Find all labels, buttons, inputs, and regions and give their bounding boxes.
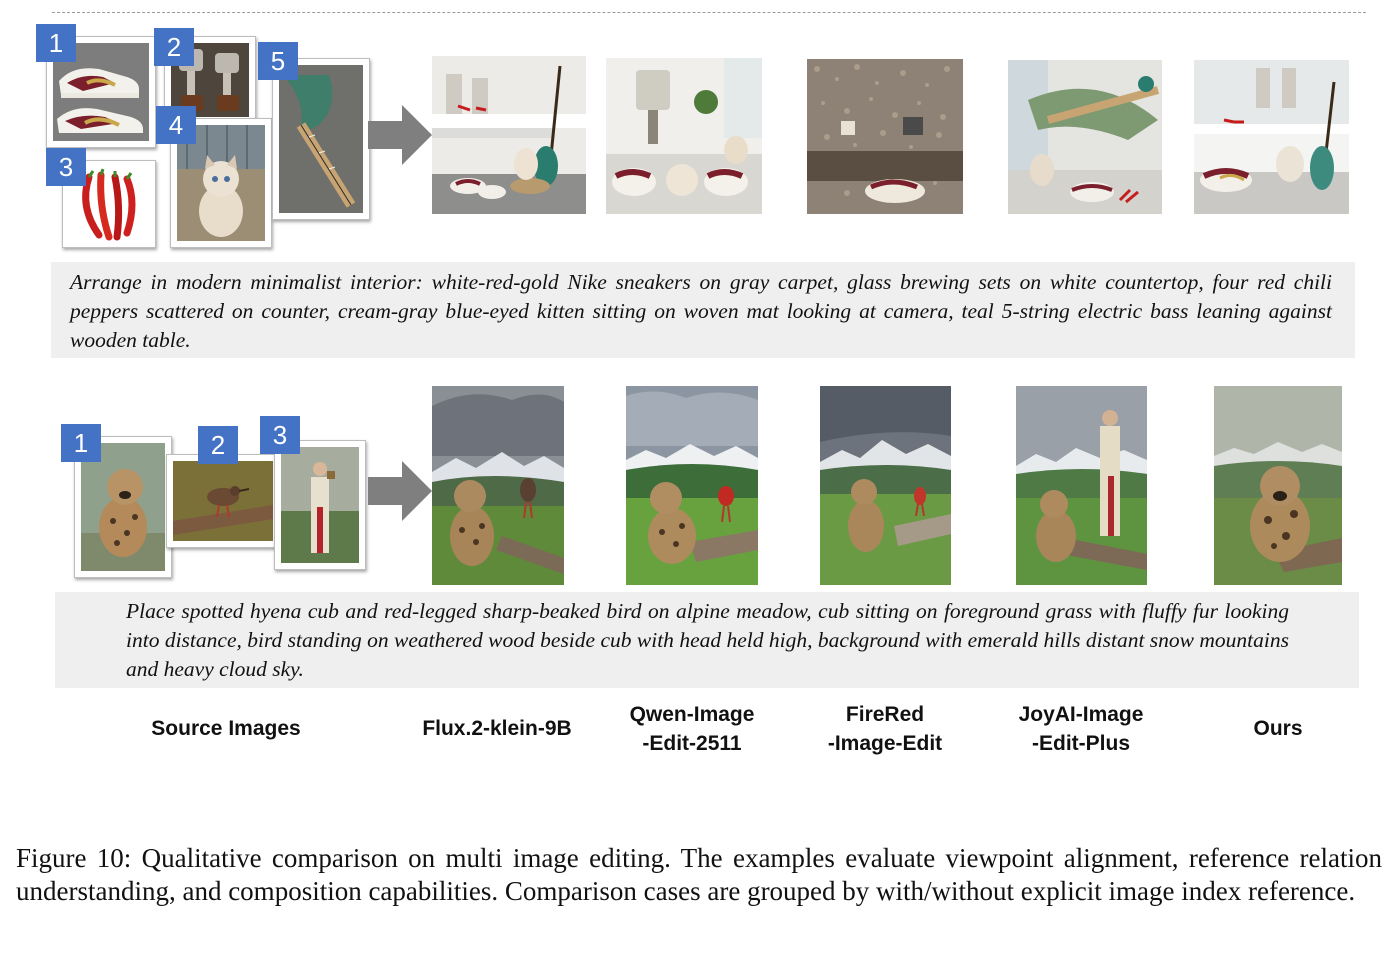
source-image-bass-guitar	[272, 58, 370, 220]
source-index-badge: 3	[260, 416, 300, 454]
column-label-joyai	[981, 700, 1181, 758]
top-dashed-divider	[52, 12, 1366, 13]
source-index-badge: 2	[154, 28, 194, 66]
result-image-flux-row1	[432, 56, 586, 214]
column-label-qwen	[592, 700, 792, 758]
column-label-line: FireRed	[845, 703, 925, 726]
result-image-joyai-row2	[1016, 386, 1147, 585]
source-index-badge: 1	[36, 24, 76, 62]
source-index-badge: 3	[46, 148, 86, 186]
column-label-flux	[397, 714, 597, 743]
result-image-qwen-row2	[626, 386, 758, 585]
result-image-qwen-row1	[606, 58, 762, 214]
column-label-line: Qwen-Image	[629, 703, 755, 726]
column-label-line: JoyAI-Image	[1018, 703, 1144, 726]
source-index-badge: 2	[198, 426, 238, 464]
source-image-woman	[274, 440, 366, 570]
column-label-line: -Image-Edit	[827, 732, 943, 755]
column-label-text: Flux.2-klein-9B	[422, 717, 572, 740]
column-label-text: Source Images	[151, 717, 301, 740]
column-label-line: -Edit-Plus	[1032, 732, 1130, 755]
arrow-right-icon	[368, 105, 432, 165]
result-image-joyai-row1	[1008, 60, 1162, 214]
arrow-right-icon	[368, 461, 432, 521]
result-image-ours-row1	[1194, 60, 1349, 214]
source-image-bird	[166, 454, 280, 548]
result-image-ours-row2	[1214, 386, 1342, 585]
column-label-firered	[785, 700, 985, 758]
result-image-firered-row1	[807, 59, 963, 214]
prompt-text-row1: Arrange in modern minimalist interior: white-red-gold Nike sneakers on gray carpet, glass brewing sets on white countertop, four red chili peppers scattered on counter, cream-gray blue-eyed kitten sitting on woven mat looking at camera, teal 5-string electric bass leaning against wooden table.	[70, 270, 1332, 352]
prompt-text-row2: Place spotted hyena cub and red-legged sharp-beaked bird on alpine meadow, cub sitting on foreground grass with fluffy fur looking into distance, bird standing on weathered wood beside cub with head held high, background with emerald hills distant snow mountains and heavy cloud sky.	[126, 599, 1289, 681]
result-image-firered-row2	[820, 386, 951, 585]
source-index-badge: 1	[61, 424, 101, 462]
column-label-ours	[1178, 714, 1378, 743]
source-index-badge: 4	[156, 106, 196, 144]
column-label-source-images	[126, 714, 326, 743]
result-image-flux-row2	[432, 386, 564, 585]
figure-caption: Figure 10: Qualitative comparison on multi image editing. The examples evaluate viewpoint alignment, reference relation understanding, and composition capabilities. Comparison cases are grouped by with/without explicit image index reference.	[16, 843, 1382, 906]
column-label-line: -Edit-2511	[642, 732, 742, 755]
source-index-badge: 5	[258, 42, 298, 80]
column-label-text: Ours	[1253, 717, 1303, 740]
